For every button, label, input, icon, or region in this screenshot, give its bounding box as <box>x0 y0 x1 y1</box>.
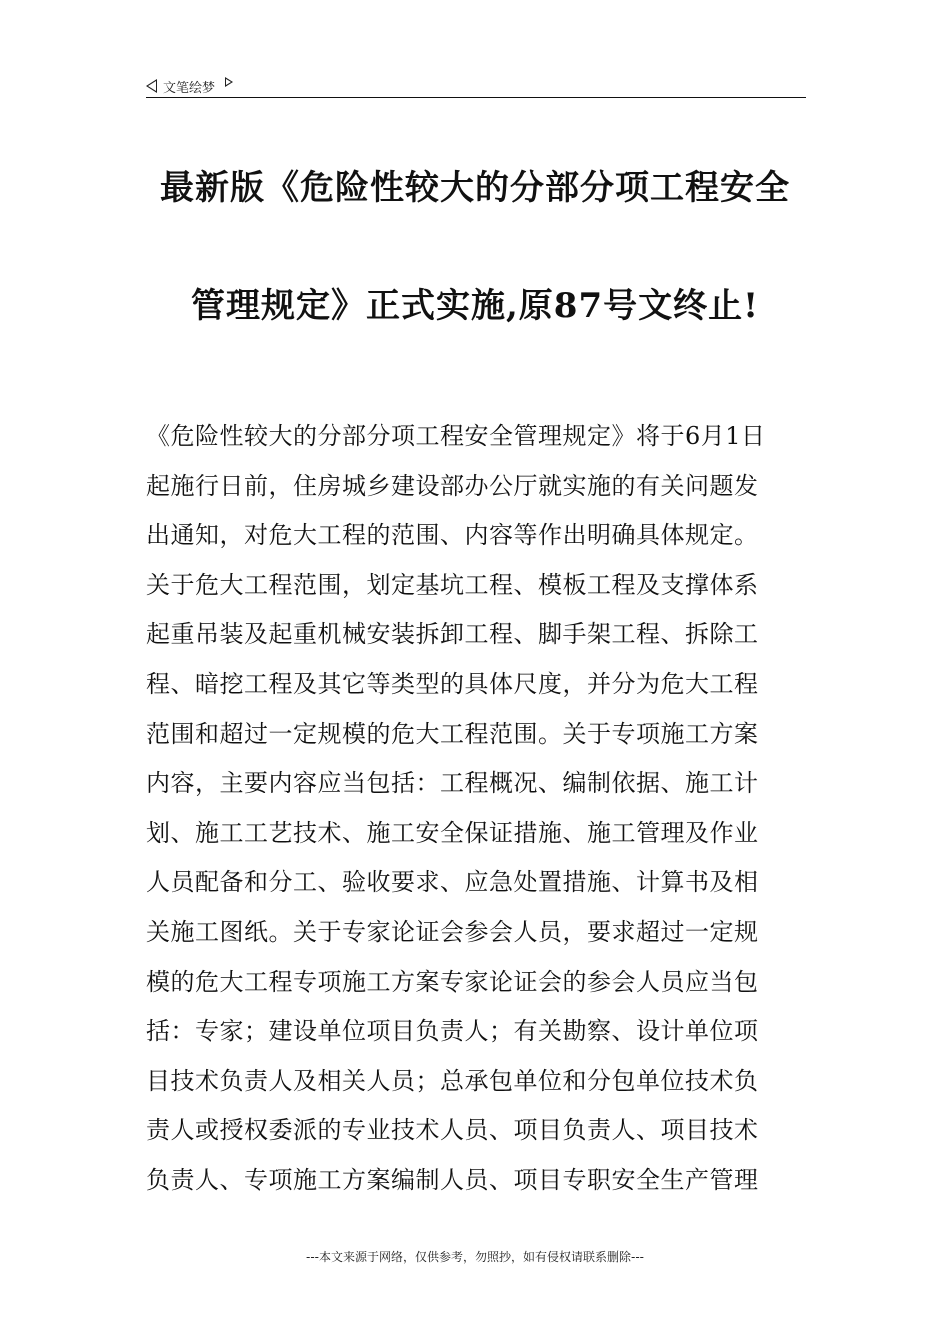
body-line: 负责人、专项施工方案编制人员、项目专职安全生产管理 <box>146 1165 759 1194</box>
body-line: 起重吊装及起重机械安装拆卸工程、脚手架工程、拆除工 <box>146 620 759 649</box>
triangle-right-icon <box>225 77 233 87</box>
body-line: 起施行日前，住房城乡建设部办公厅就实施的有关问题发 <box>146 471 759 500</box>
document-title-line-1: 最新版《危险性较大的分部分项工程安全 <box>160 168 790 208</box>
body-line: 划、施工工艺技术、施工安全保证措施、施工管理及作业 <box>146 818 759 847</box>
body-line: 出通知，对危大工程的范围、内容等作出明确具体规定。 <box>146 521 759 550</box>
body-line: 目技术负责人及相关人员；总承包单位和分包单位技术负 <box>146 1066 759 1095</box>
body-line: 人员配备和分工、验收要求、应急处置措施、计算书及相 <box>146 868 759 897</box>
body-line: 关于危大工程范围，划定基坑工程、模板工程及支撑体系 <box>146 570 759 599</box>
page-header <box>146 74 806 98</box>
body-line: 《危险性较大的分部分项工程安全管理规定》将于6月1日 <box>146 422 766 450</box>
header-brand: 文笔绘梦 <box>163 80 216 96</box>
body-line: 模的危大工程专项施工方案专家论证会的参会人员应当包 <box>146 967 759 996</box>
body-line: 责人或授权委派的专业技术人员、项目负责人、项目技术 <box>146 1116 759 1145</box>
body-paragraph <box>146 412 808 1206</box>
document-title-line-2: 管理规定》正式实施,原87号文终止! <box>190 286 760 326</box>
header-rule <box>146 97 806 98</box>
body-line: 程、暗挖工程及其它等类型的具体尺度，并分为危大工程 <box>146 669 759 698</box>
page-footer: ---本文来源于网络，仅供参考，勿照抄，如有侵权请联系删除--- <box>306 1250 644 1264</box>
body-line: 括：专家；建设单位项目负责人；有关勘察、设计单位项 <box>146 1017 759 1046</box>
body-line: 关施工图纸。关于专家论证会参会人员，要求超过一定规 <box>146 917 759 946</box>
triangle-left-icon <box>146 79 157 93</box>
body-line: 内容，主要内容应当包括：工程概况、编制依据、施工计 <box>146 769 759 798</box>
body-line: 范围和超过一定规模的危大工程范围。关于专项施工方案 <box>146 719 759 748</box>
